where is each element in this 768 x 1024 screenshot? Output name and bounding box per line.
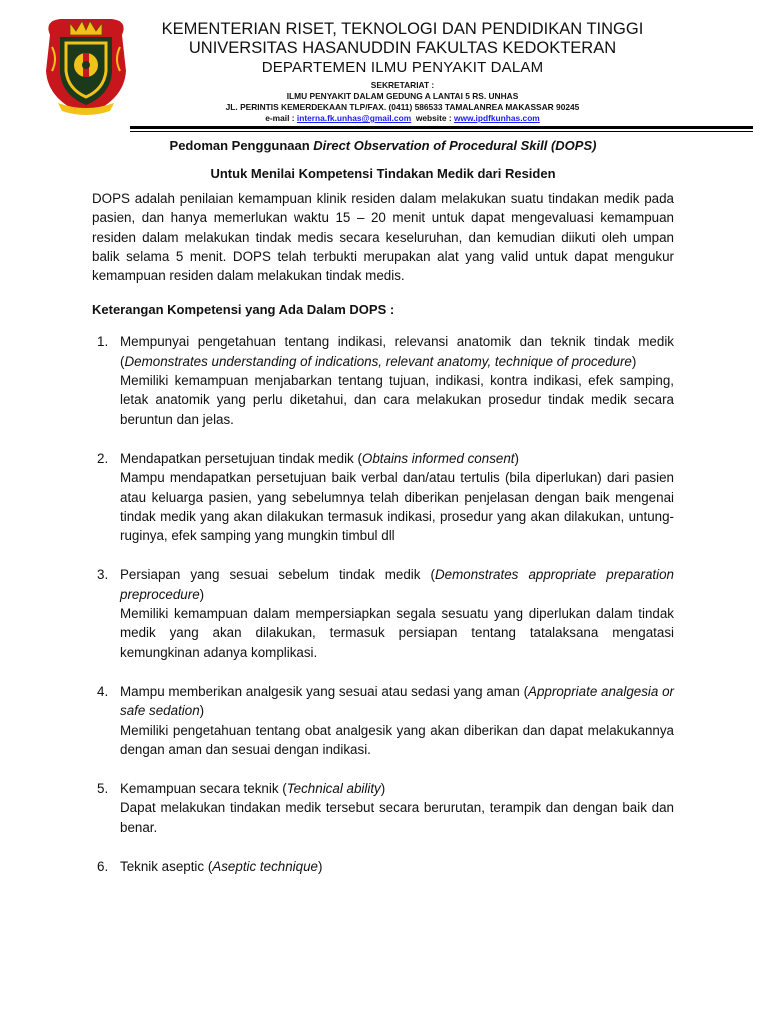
item-title-end: ) bbox=[318, 859, 323, 875]
item-number: 4. bbox=[97, 683, 109, 699]
item-title-english: Aseptic technique bbox=[212, 859, 319, 875]
title-italic: Direct Observation of Procedural Skill (DOPS) bbox=[313, 138, 597, 153]
secretariat-address: JL. PERINTIS KEMERDEKAAN TLP/FAX. (0411) 586533 TAMALANREA MAKASSAR 90245 bbox=[225, 102, 580, 112]
item-title: Mampu memberikan analgesik yang sesuai atau sedasi yang aman ( bbox=[120, 683, 529, 699]
email-link[interactable]: interna.fk.unhas@gmail.com bbox=[296, 113, 412, 123]
item-number: 6. bbox=[97, 859, 109, 875]
item-title: Mempunyai pengetahuan tentang indikasi, relevansi anatomik dan teknik tindak medik ( bbox=[120, 334, 674, 369]
letterhead-text bbox=[135, 20, 670, 124]
item-title-end: ) bbox=[631, 353, 637, 369]
item-title-end: ) bbox=[199, 586, 205, 602]
website-label: website : bbox=[415, 113, 452, 123]
item-title-english: Technical ability bbox=[286, 781, 381, 797]
list-item bbox=[92, 449, 674, 545]
header-divider-thick bbox=[130, 126, 753, 129]
item-title: Mendapatkan persetujuan tindak medik ( bbox=[120, 450, 362, 466]
document-title bbox=[92, 137, 674, 154]
university-crest-icon bbox=[40, 13, 132, 117]
secretariat-label: SEKRETARIAT : bbox=[370, 80, 435, 90]
secretariat-location: ILMU PENYAKIT DALAM GEDUNG A LANTAI 5 RS. UNHAS bbox=[286, 91, 519, 101]
item-description: Memiliki kemampuan dalam mempersiapkan segala sesuatu yang diperlukan dalam tindak medik yang akan dilakukan, termasuk persiapan tentang tatalaksana mengatasi kemungkinan adanya komplikasi. bbox=[120, 606, 674, 660]
list-item bbox=[92, 565, 674, 661]
item-title-english: Appropriate analgesia or safe sedation bbox=[120, 683, 674, 719]
item-title-end: ) bbox=[199, 703, 205, 719]
list-item bbox=[92, 682, 674, 759]
title-prefix: Pedoman Penggunaan bbox=[169, 138, 314, 153]
intro-paragraph: DOPS adalah penilaian kemampuan klinik residen dalam melakukan suatu tindakan medik pada pasien, dan hanya memerlukan waktu 15 – 20 menit untuk dapat mengevaluasi kemampuan residen dalam melakukan tindak medis secara keseluruhan, dan kemudian diikuti oleh umpan balik selama 5 menit. DOPS telah terbukti merupakan alat yang valid untuk dapat mengukur kemampuan residen dalam melakukan tindak medis. bbox=[92, 191, 674, 284]
section-heading: Keterangan Kompetensi yang Ada Dalam DOPS : bbox=[92, 302, 395, 318]
email-label: e-mail : bbox=[265, 113, 295, 123]
item-description: Memiliki kemampuan menjabarkan tentang tujuan, indikasi, kontra indikasi, efek samping, letak anatomik yang perlu diketahui, dan cara melakukan prosedur tindak medik secara beruntun dan jelas. bbox=[120, 373, 674, 427]
document-subtitle: Untuk Menilai Kompetensi Tindakan Medik dari Residen bbox=[210, 166, 556, 181]
item-number: 1. bbox=[97, 334, 109, 350]
list-item bbox=[92, 332, 674, 428]
item-description: Mampu mendapatkan persetujuan baik verbal dan/atau tertulis (bila diperlukan) dari pasien atau keluarga pasien, yang sebelumnya telah diberikan penjelasan dengan baik mengenai tindak medik yang akan dilakukan termasuk indikasi, prosedur yang akan dilakukan, untung-ruginya, efek samping yang mungkin timbul dll bbox=[120, 470, 674, 544]
item-title: Teknik aseptic ( bbox=[120, 859, 213, 875]
item-title: Kemampuan secara teknik ( bbox=[120, 781, 287, 797]
item-description: Memiliki pengetahuan tentang obat analgesik yang akan diberikan dan dapat melakukannya dengan aman dan sesuai dengan indikasi. bbox=[120, 722, 674, 757]
letterhead bbox=[0, 0, 768, 132]
department-name: DEPARTEMEN ILMU PENYAKIT DALAM bbox=[261, 59, 544, 76]
university-name: UNIVERSITAS HASANUDDIN FAKULTAS KEDOKTERAN bbox=[188, 39, 617, 57]
item-number: 2. bbox=[97, 450, 109, 466]
item-title-end: ) bbox=[514, 450, 519, 466]
item-number: 5. bbox=[97, 781, 109, 797]
item-description: Dapat melakukan tindakan medik tersebut secara berurutan, terampik dan dengan baik dan benar. bbox=[120, 800, 674, 835]
item-title-end: ) bbox=[380, 781, 386, 797]
ministry-name: KEMENTERIAN RISET, TEKNOLOGI DAN PENDIDIKAN TINGGI bbox=[161, 20, 644, 38]
competency-list bbox=[92, 332, 674, 876]
website-link[interactable]: www.ipdfkunhas.com bbox=[453, 113, 540, 123]
item-title-english: Demonstrates appropriate preparation preprocedure bbox=[120, 567, 675, 602]
item-title-english: Demonstrates understanding of indications, relevant anatomy, technique of procedure bbox=[124, 353, 632, 369]
item-title: Persiapan yang sesuai sebelum tindak medik ( bbox=[120, 567, 436, 583]
item-number: 3. bbox=[97, 567, 109, 583]
document-body bbox=[92, 137, 674, 896]
contact-line bbox=[135, 113, 670, 124]
item-title-english: Obtains informed consent bbox=[361, 450, 515, 466]
list-item bbox=[92, 857, 674, 876]
header-divider-thin bbox=[130, 131, 753, 132]
list-item bbox=[92, 779, 674, 837]
